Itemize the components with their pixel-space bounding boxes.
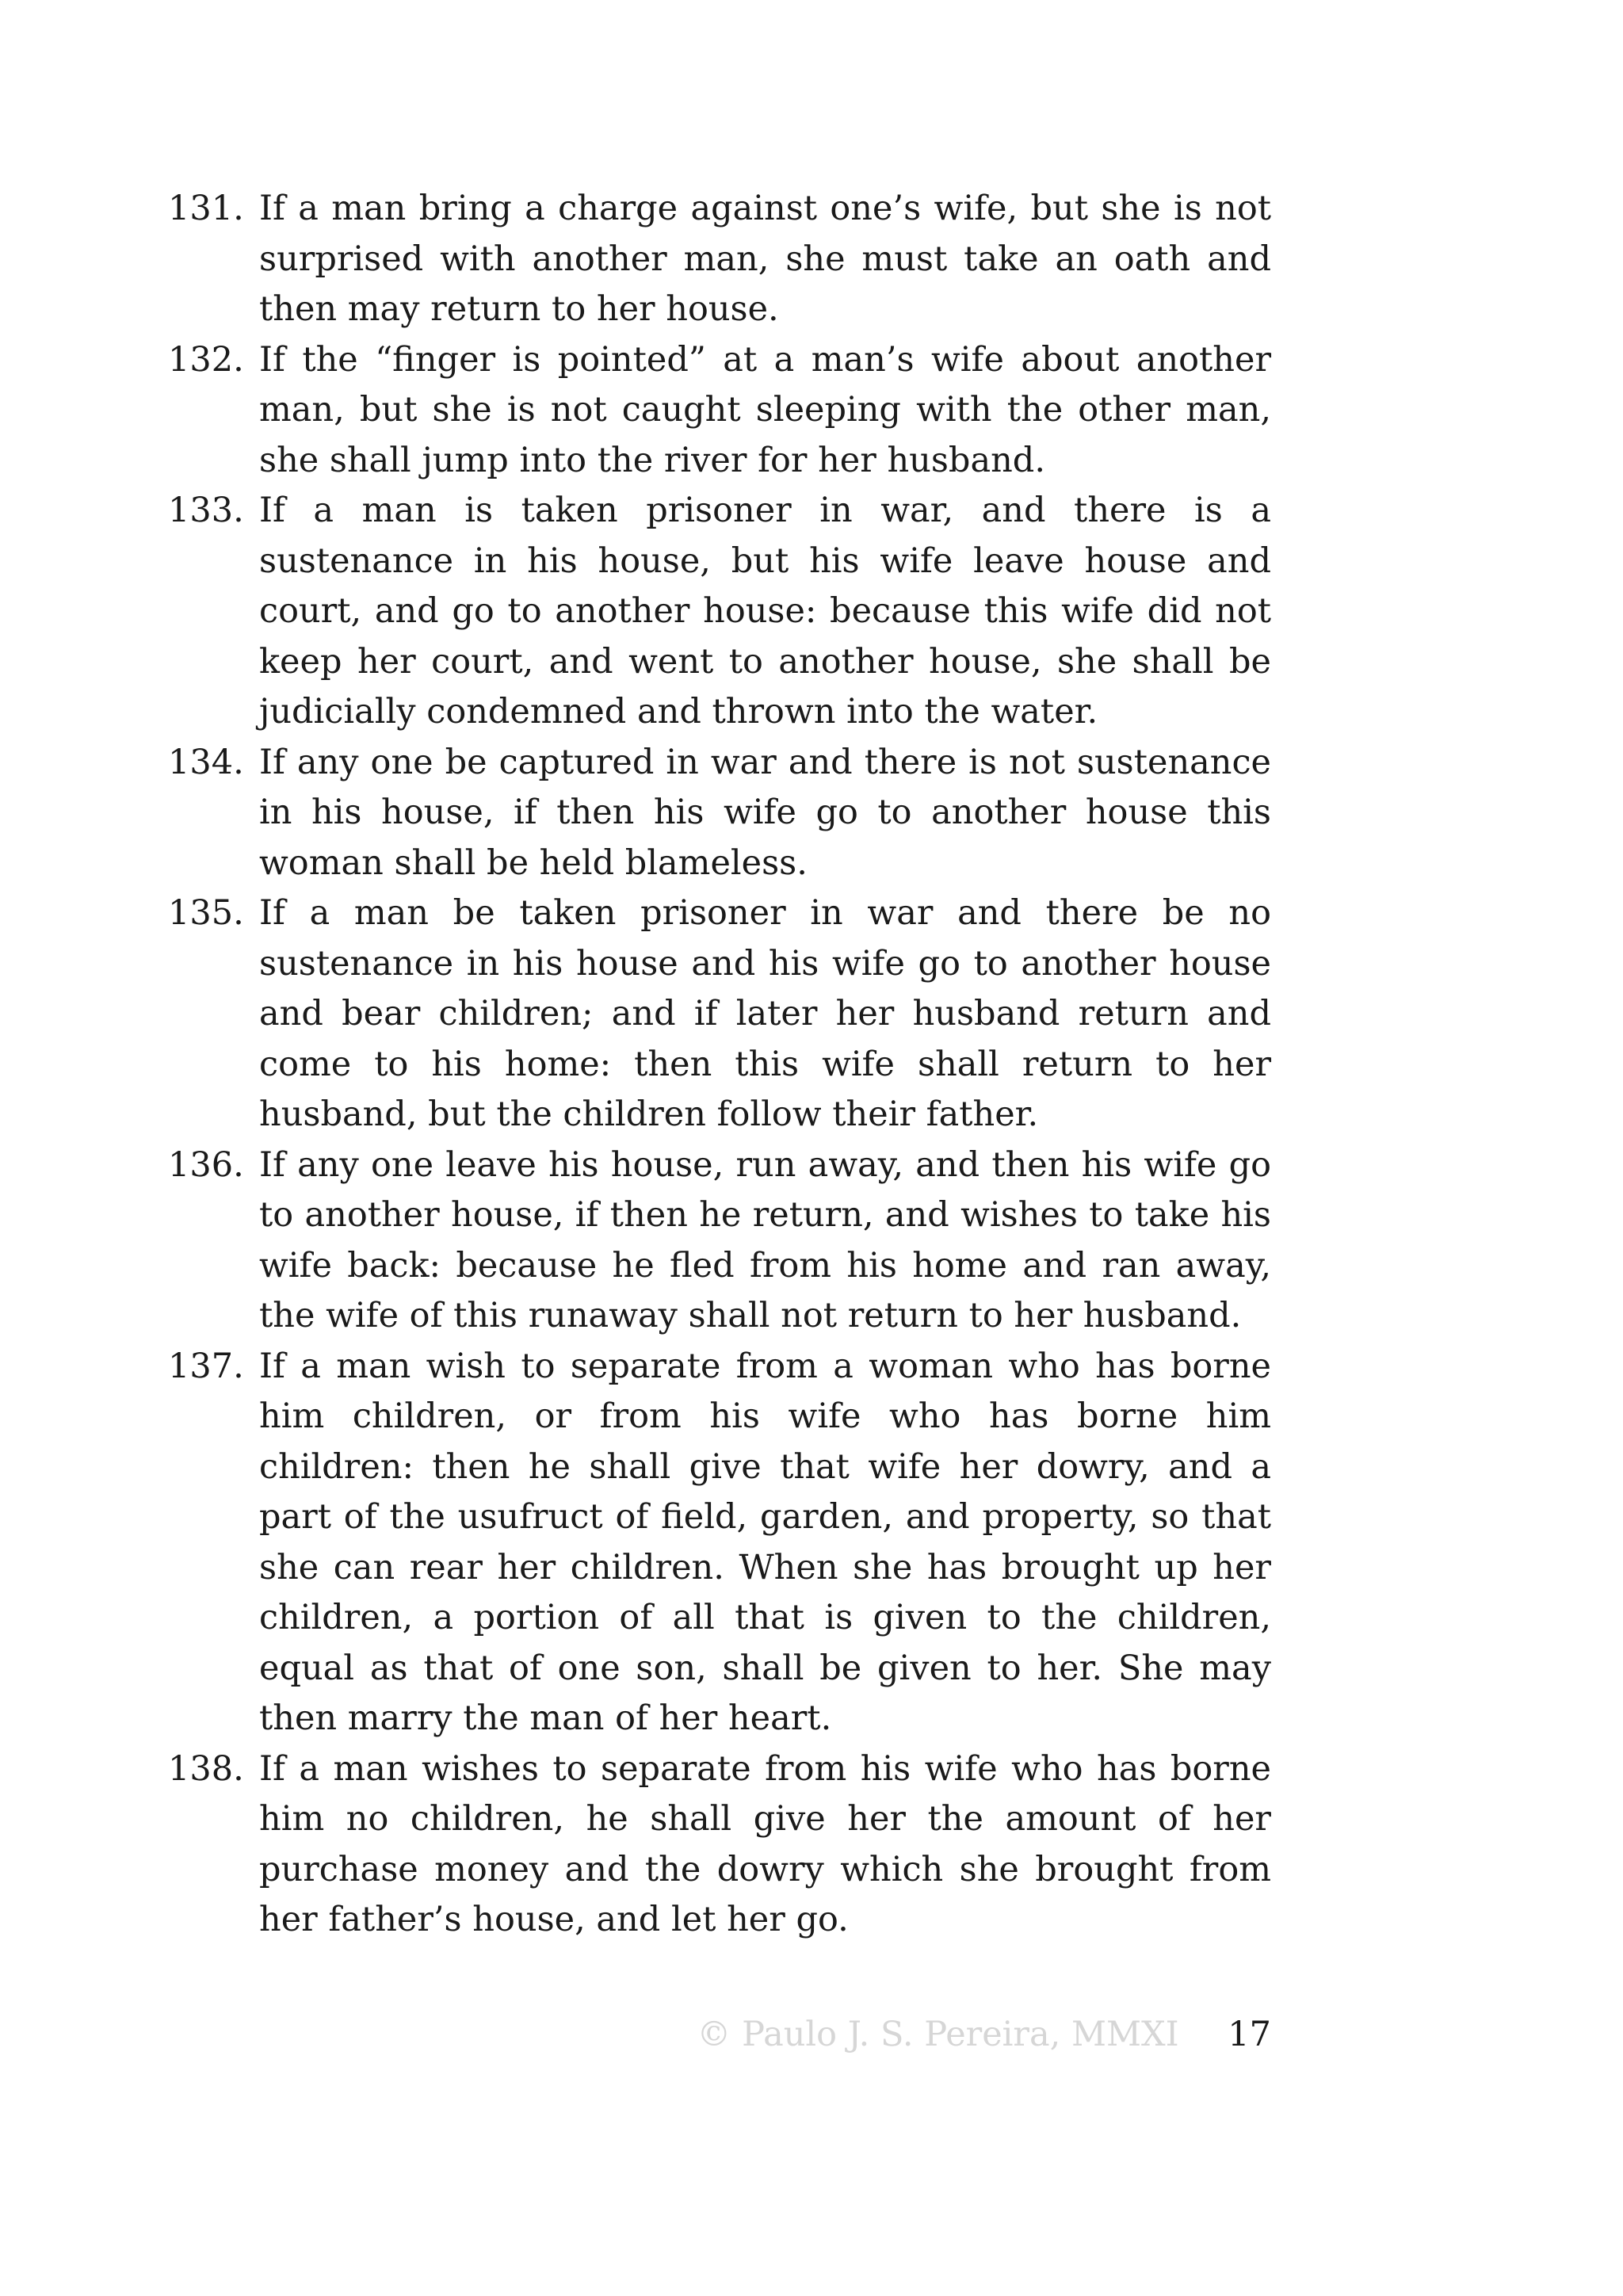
page-footer: [697, 2010, 1271, 2060]
law-number: 131.: [168, 189, 244, 228]
law-text: If a man is taken prisoner in war, and there is a sustenance in his house, but his wife leave house and court, and go to another house: because this wife did not keep her court, and went to another house, she shall be judicially condemned and thrown into the water.: [259, 491, 1271, 732]
law-number: 137.: [168, 1346, 244, 1386]
law-text: If a man wishes to separate from his wife who has borne him no children, he shall give her the amount of her purchase money and the dowry which she brought from her father’s house, and let her go.: [259, 1748, 1271, 1939]
law-item: [168, 888, 1271, 1140]
law-item: [168, 1342, 1271, 1744]
law-number: 136.: [168, 1144, 244, 1185]
law-item: [168, 184, 1271, 335]
law-number: 132.: [168, 339, 244, 380]
copyright-notice: © Paulo J. S. Pereira, MMXI: [697, 2015, 1179, 2054]
law-text: If a man be taken prisoner in war and there be no sustenance in his house and his wife go to another house and bear children; and if later her husband return and come to his home: then this wife shall return to her husband, but the children follow their father.: [259, 893, 1271, 1134]
law-number: 133.: [168, 491, 244, 530]
law-text: If a man bring a charge against one’s wife, but she is not surprised with another man, she must take an oath and then may return to her house.: [259, 189, 1271, 329]
law-item: [168, 738, 1271, 889]
law-text: If any one be captured in war and there is not sustenance in his house, if then his wife go to another house this woman shall be held blameless.: [259, 742, 1271, 883]
law-item: [168, 335, 1271, 487]
law-text: If any one leave his house, run away, and then his wife go to another house, if then he return, and wishes to take his wife back: because he fled from his home and ran away, the wife of this runaway shall not return to her husband.: [259, 1144, 1271, 1335]
law-number: 138.: [168, 1748, 244, 1789]
law-item: [168, 486, 1271, 738]
law-number: 134.: [168, 742, 244, 782]
law-text: If the “finger is pointed” at a man’s wife about another man, but she is not caught sleeping with the other man, she shall jump into the river for her husband.: [259, 339, 1271, 480]
page-number: 17: [1228, 2015, 1271, 2054]
law-list: [168, 184, 1271, 1946]
law-number: 135.: [168, 893, 244, 933]
law-text: If a man wish to separate from a woman who has borne him children, or from his wife who has borne him children: then he shall give that wife her dowry, and a part of the usufruct of field, garden, and property, so that she can rear her children. When she has brought up her children, a portion of all that is given to the children, equal as that of one son, shall be given to her. She may then marry the man of her heart.: [259, 1346, 1271, 1738]
law-item: [168, 1140, 1271, 1342]
law-item: [168, 1744, 1271, 1946]
